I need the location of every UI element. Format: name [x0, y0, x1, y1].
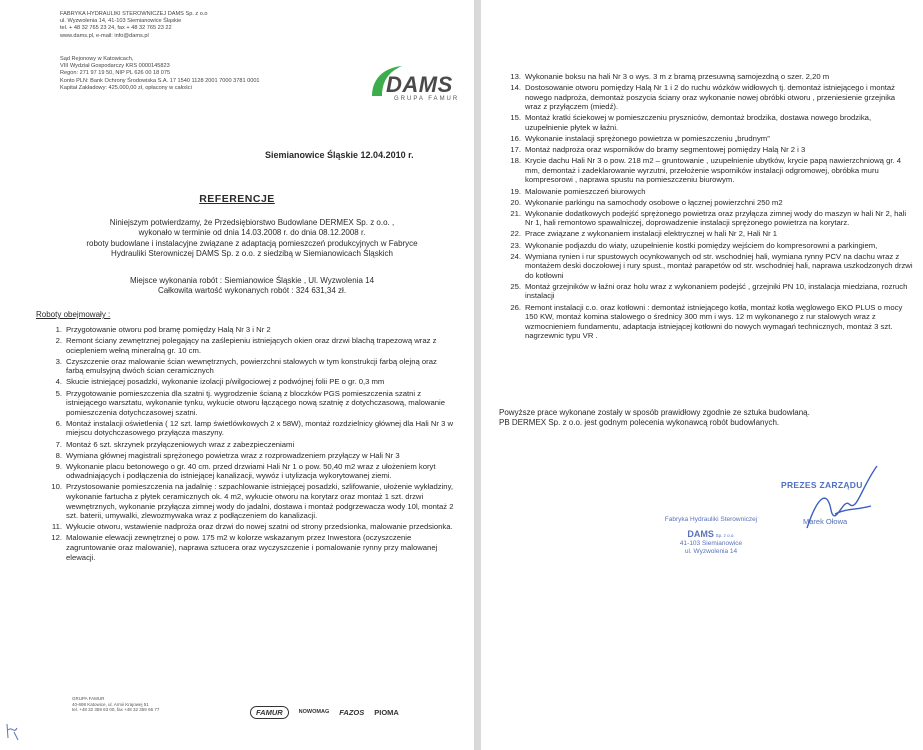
work-item-number: 24.	[510, 251, 521, 261]
work-item-text: Wykonanie parkingu na samochody osobowe o łącznej powierzchni 250 m2	[525, 197, 783, 207]
intro-line: Niniejszym potwierdzamy, że Przedsiębiorstwo Budowlane DERMEX Sp. z o.o. ,	[109, 218, 395, 227]
work-item-number: 16.	[510, 134, 521, 144]
work-item-number: 19.	[510, 186, 521, 196]
signer-name: Marek Ołowa	[803, 517, 848, 526]
work-item-number: 18.	[510, 156, 521, 166]
work-item-number: 17.	[510, 145, 521, 155]
work-item-text: Przystosowanie pomieszczenia na jadalnię : szpachlowanie istniejącej posadzki, szlifowanie, ułożenie wykładziny, wykonanie fartucha z płytek ceramicznych ok. 4 m2, wykucie otworu na korytarz oraz montaż 1 szt. drzwi wewnętrznych, wykonanie przyłącza zimnej wody do jadalni, dostawa i montaż podgrzewacza wody 10l, montaż 2 szt. baterii, umywalki, zlewozmywaka wraz z podłączeniem do kanalizacji.	[66, 482, 454, 521]
work-item-number: 22.	[510, 229, 521, 239]
date-line: Siemianowice Śląskie 12.04.2010 r.	[265, 150, 414, 160]
letterhead-bank: Konto PLN: Bank Ochrony Środowiska S.A. 17 1540 1128 2001 7000 3781 0001	[60, 77, 260, 84]
work-item-text: Wykonanie podjazdu do wiaty, uzupełnienie kostki pomiędzy wejściem do kompresorowni a parkingiem,	[525, 240, 878, 250]
work-item	[36, 357, 454, 376]
stamp-legal-form: Sp. z o.o.	[715, 533, 735, 538]
works-list-right	[495, 72, 913, 342]
footer-brand-logos	[250, 700, 399, 724]
letterhead-company: FABRYKA HYDRAULIKI STEROWNICZEJ DAMS Sp. z o.o	[60, 11, 208, 17]
closing-line: Powyższe prace wykonane zostały w sposób prawidłowy zgodnie ze sztuka budowlaną.	[499, 408, 810, 417]
letterhead-regon: Regon: 271 97 19 50, NIP PL 626 00 18 075	[60, 70, 171, 77]
work-item-text: Dostosowanie otworu pomiędzy Halą Nr 1 i 2 do ruchu wózków widłowych tj. demontaż istniejącego i montaż nowego nadproża, demontaż poszycia ściany oraz wykonanie nowej obróbki otworu , przeniesienie grzejnika wraz z przyłączem (miedź).	[525, 83, 896, 112]
logo-group: GRUPA FAMUR	[394, 96, 460, 102]
intro-line: wykonało w terminie od dnia 14.03.2008 r. do dnia 08.12.2008 r.	[138, 228, 366, 238]
work-item-number: 13.	[510, 72, 521, 81]
logo-name: DAMS	[386, 72, 453, 97]
brand-famur-logo: FAMUR	[250, 706, 289, 719]
work-item	[495, 198, 913, 208]
work-item-number: 1.	[55, 325, 62, 334]
work-item-text: Montaż 6 szt. skrzynek przyłączeniowych wraz z zabezpieczeniami	[66, 439, 295, 449]
place-of-work	[60, 276, 444, 297]
work-item	[495, 252, 913, 281]
brand-nowomag-logo: NOWOMAG	[298, 709, 330, 715]
work-item	[36, 451, 454, 461]
work-item	[495, 229, 913, 239]
stamp-company: Fabryka Hydrauliki Sterowniczej	[664, 516, 758, 523]
work-item	[495, 187, 913, 197]
work-item-text: Remont ściany zewnętrznej polegający na zaślepieniu istniejących okien oraz drzwi blachą trapezową wraz z ociepleniem wełną mineralną gr. 10 cm.	[66, 336, 437, 355]
stamp-city: 41-103 Siemianowice	[679, 540, 743, 547]
work-item-number: 20.	[510, 197, 521, 207]
work-item-text: Montaż grzejników w łaźni oraz holu wraz z wykonaniem podejść , grzejniki PN 10, instalacja miedziana, rozruch instalacji	[525, 281, 908, 301]
work-item-text: Remont instalacji c.o. oraz kotłowni : demontaż istniejącego kotła, montaż kotła węglowego EKO PLUS o mocy 150 KW, montaż komina stalowego o średnicy 300 mm i wys. 12 m wykonanego z rur stalowych wraz z wzmocnieniem fundamentu, adaptacja istniejącej kotłowni do nowych wymagań technicznych, montaż 3 szt. nagrzewnic typu VR .	[525, 302, 903, 341]
brand-fazos-logo: FAZOS	[339, 707, 365, 717]
company-stamp	[631, 516, 791, 556]
intro-line: roboty budowlane i instalacyjne związane z adaptacją pomieszczeń produkcyjnych w Fabryce	[86, 238, 418, 248]
work-item-text: Malowanie elewacji zewnętrznej o pow. 175 m2 w kolorze wskazanym przez Inwestora (oczyszczenie zagruntowanie oraz malowanie), naprawa sztucera oraz wyczyszczenie i pomalowanie rynny przy malowanej elewacji.	[66, 533, 438, 562]
dams-logo	[368, 62, 468, 104]
work-item	[495, 156, 913, 185]
work-item-number: 15.	[510, 113, 521, 123]
initials-mark-icon	[4, 720, 20, 742]
work-item	[495, 134, 913, 144]
work-item-text: Wymiana rynien i rur spustowych ocynkowanych od str. wschodniej hali, wymiana rynny PCV na dachu wraz z montażem deski doczołowej i rury spust., montaż parapetów od str. wschodniej hali, naprawa uszkodzonych drzwi do kotłowni	[525, 251, 913, 280]
work-item	[36, 482, 454, 520]
work-item	[495, 303, 913, 341]
work-item	[36, 336, 454, 355]
work-item	[36, 389, 454, 418]
stamp-dams: DAMS	[687, 529, 714, 539]
work-item	[36, 419, 454, 438]
footer-tel: tel. +48 32 359 63 00, fax +48 32 359 66 77	[72, 707, 160, 713]
document-title: REFERENCJE	[199, 193, 275, 205]
brand-pioma-logo: PIOMA	[374, 707, 399, 717]
work-item-number: 7.	[55, 439, 62, 449]
work-item	[495, 113, 913, 132]
work-item-text: Przygotowanie pomieszczenia dla szatni tj. wygrodzenie ścianą z bloczków PGS pomieszczenia szatni z istniejącego warsztatu, wykonanie tynku, wykucie otworu łączącego nową szatnię z dotychczasową, malowanie pomieszczenia dotychczasowej szatni.	[66, 388, 446, 417]
total-value-line: Całkowita wartość wykonanych robót : 324 631,34 zł.	[157, 286, 347, 296]
letterhead-registry	[60, 56, 260, 92]
letterhead-address: ul. Wyzwolenia 14, 41-103 Siemianowice Śląskie	[60, 18, 182, 25]
signature-icon	[787, 458, 907, 538]
work-item	[495, 72, 913, 82]
work-item-number: 8.	[55, 450, 62, 460]
letterhead	[60, 11, 208, 40]
work-item-number: 21.	[510, 208, 521, 218]
letterhead-court: Sąd Rejonowy w Katowicach,	[60, 56, 134, 62]
work-item-text: Wykonanie instalacji sprężonego powietrza w pomieszczeniu „brudnym”	[525, 134, 770, 144]
work-item-number: 3.	[55, 356, 62, 366]
work-item	[495, 145, 913, 155]
intro-paragraph	[60, 218, 444, 259]
work-item-text: Wymiana głównej magistrali sprężonego powietrza wraz z rozprowadzeniem przyłączy w Hali Nr 3	[66, 450, 400, 460]
letterhead-krs: VIII Wydział Gospodarczy KRS 0000145823	[60, 63, 170, 70]
work-item-text: Montaż kratki ściekowej w pomieszczeniu pryszniców, demontaż brodzika, dostawa nowego brodzika, uzupełnienie płytek w łaźni.	[525, 113, 872, 132]
work-item-number: 10.	[51, 482, 62, 492]
work-item-number: 5.	[55, 388, 62, 398]
footer-street: 40-698 Katowice, ul. Armii Krajowej 51	[72, 701, 149, 707]
work-item	[36, 325, 454, 335]
work-item-text: Skucie istniejącej posadzki, wykonanie izolacji p/wilgociowej z podwójnej folii PE o gr. 0,3 mm	[66, 377, 385, 387]
work-item	[495, 83, 913, 112]
works-list-left	[36, 325, 454, 564]
board-label: PREZES ZARZĄDU	[781, 480, 863, 490]
works-heading: Roboty obejmowały :	[36, 310, 111, 319]
work-item-text: Czyszczenie oraz malowanie ścian wewnętrznych, powierzchni stalowych w tym konstrukcji farbą olejną oraz farbą emulsyjną dwóch ścian ceramicznych	[66, 356, 437, 376]
work-item-text: Wykonanie placu betonowego o gr. 40 cm. przed drzwiami Hali Nr 1 o pow. 50,40 m2 wraz z ułożeniem koryt odwadniających i podłączenia do istniejącej kanalizacji, wywóz i utylizacja wykorytowanej ziemi.	[66, 461, 436, 481]
work-item	[495, 209, 913, 228]
work-item-number: 12.	[51, 533, 62, 543]
work-item-number: 14.	[510, 83, 521, 93]
work-item	[495, 241, 913, 251]
footer-address	[72, 696, 159, 713]
work-item	[36, 440, 454, 450]
work-item-text: Przygotowanie otworu pod bramę pomiędzy Halą Nr 3 i Nr 2	[66, 325, 271, 334]
closing-line: PB DERMEX Sp. z o.o. jest godnym polecenia wykonawcą robót budowlanych.	[499, 418, 780, 428]
letterhead-web: www.dams.pl, e-mail: info@dams.pl	[60, 32, 149, 39]
intro-line: Hydrauliki Sterowniczej DAMS Sp. z o.o. z siedzibą w Siemianowicach Śląskich	[111, 248, 393, 258]
work-item	[36, 522, 454, 532]
closing-paragraph	[499, 408, 909, 429]
work-item-text: Malowanie pomieszczeń biurowych	[525, 186, 646, 196]
work-item-text: Wykucie otworu, wstawienie nadproża oraz drzwi do nowej szatni od strony przedsionka, malowanie przedsionka.	[66, 522, 453, 532]
stamp-street: ul. Wyzwolenia 14	[684, 548, 738, 555]
work-item-number: 11.	[51, 522, 62, 532]
work-item-number: 25.	[510, 281, 521, 291]
work-item-number: 9.	[55, 461, 62, 471]
work-item	[36, 377, 454, 387]
work-item-number: 2.	[55, 336, 62, 346]
work-item	[36, 533, 454, 562]
letterhead-phone: tel. + 48 32 765 23 24, fax + 48 32 765 23 22	[60, 25, 172, 32]
work-item	[36, 462, 454, 481]
work-item-text: Wykonanie boksu na hali Nr 3 o wys. 3 m z bramą przesuwną samojezdną o szer. 2,20 m	[525, 72, 830, 81]
work-item-text: Krycie dachu Hali Nr 3 o pow. 218 m2 – gruntowanie , uzupełnienie ubytków, krycie papą nawierzchniową gr. 4 mm, demontaż i zadeklarowanie wyrzutni, przełożenie wsporników instalacji odgromowej, obróbka muru kompresorowi , naprawa spustu na pomieszczeniu biurowym.	[525, 156, 902, 185]
footer-group: GRUPA FAMUR	[72, 696, 105, 701]
work-item-number: 4.	[55, 377, 62, 387]
work-item	[495, 282, 913, 301]
work-item-text: Prace związane z wykonaniem instalacji elektrycznej w hali Nr 2, Hali Nr 1	[525, 229, 778, 239]
work-item-number: 6.	[55, 418, 62, 428]
place-line: Miejsce wykonania robót : Siemianowice Śląskie , Ul. Wyzwolenia 14	[129, 276, 375, 285]
work-item-text: Wykonanie dodatkowych podejść sprężonego powietrza oraz przyłącza zimnej wody do maszyn w hali Nr 2, hali Nr 1, hali remontowo spawalniczej, doprowadzenie instalacji sprężonego powietrza na korytarz.	[525, 208, 907, 228]
work-item-number: 26.	[510, 302, 521, 312]
work-item-text: Montaż instalacji oświetlenia ( 12 szt. lamp świetlówkowych 2 x 58W), montaż rozdzielnicy głównej dla Hali Nr 3 w miejscu dotychczasowego przyłącza maszyny.	[66, 418, 454, 438]
work-item-number: 23.	[510, 240, 521, 250]
work-item-text: Montaż nadproża oraz wsporników do bramy segmentowej pomiędzy Halą Nr 2 i 3	[525, 145, 806, 155]
right-page	[481, 0, 923, 750]
letterhead-capital: Kapitał Zakładowy: 425.000,00 zł, opłacony w całości	[60, 84, 192, 91]
